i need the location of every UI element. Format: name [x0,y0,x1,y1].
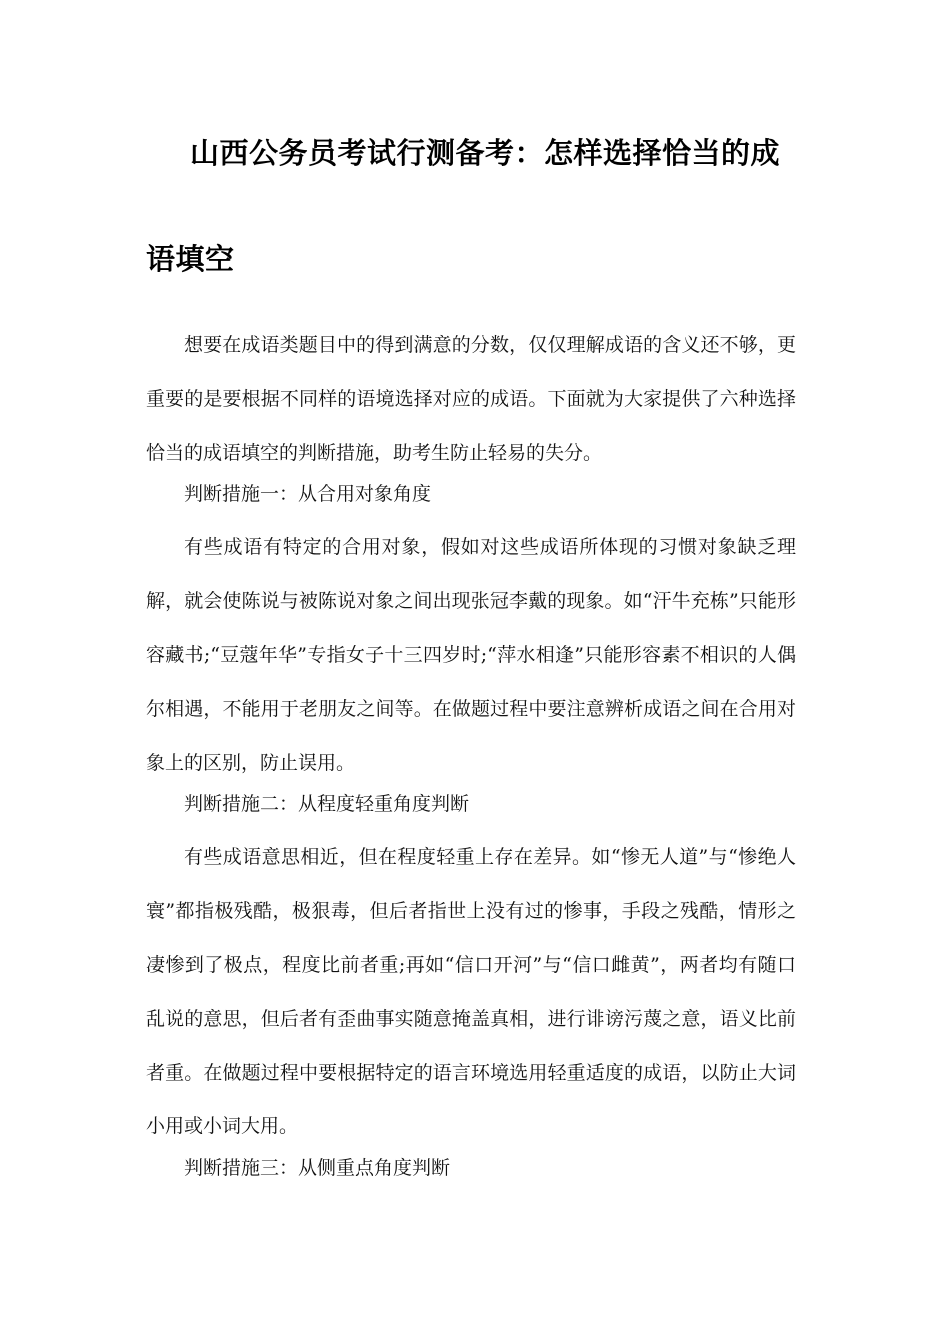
document-body [146,319,796,1195]
paragraph-method-2: 有些成语意思相近，但在程度轻重上存在差异。如“惨无人道”与“惨绝人寰”都指极残酷，极狠毒，但后者指世上没有过的惨事，手段之残酷，情形之凄惨到了极点，程度比前者重;再如“信口开河”与“信口雌黄”，两者均有随口乱说的意思，但后者有歪曲事实随意掩盖真相，进行诽谤污蔑之意，语义比前者重。在做题过程中要根据特定的语言环境选用轻重适度的成语，以防止大词小用或小词大用。 [146,846,796,1138]
document-title-line-1: 山西公务员考试行测备考：怎样选择恰当的成 [190,136,781,170]
document-title-line-2: 语填空 [146,242,235,276]
section-heading-method-3: 判断措施三：从侧重点角度判断 [184,1157,451,1180]
intro-paragraph: 想要在成语类题目中的得到满意的分数，仅仅理解成语的含义还不够，更重要的是要根据不同样的语境选择对应的成语。下面就为大家提供了六种选择恰当的成语填空的判断措施，助考生防止轻易的失分。 [146,334,796,464]
section-heading-method-1: 判断措施一：从合用对象角度 [184,483,432,506]
section-heading-method-2: 判断措施二：从程度轻重角度判断 [184,793,470,816]
paragraph-method-1: 有些成语有特定的合用对象，假如对这些成语所体现的习惯对象缺乏理解，就会使陈说与被陈说对象之间出现张冠李戴的现象。如“汗牛充栋”只能形容藏书;“豆蔻年华”专指女子十三四岁时;“萍水相逢”只能形容素不相识的人偶尔相遇，不能用于老朋友之间等。在做题过程中要注意辨析成语之间在合用对象上的区别，防止误用。 [146,536,796,774]
